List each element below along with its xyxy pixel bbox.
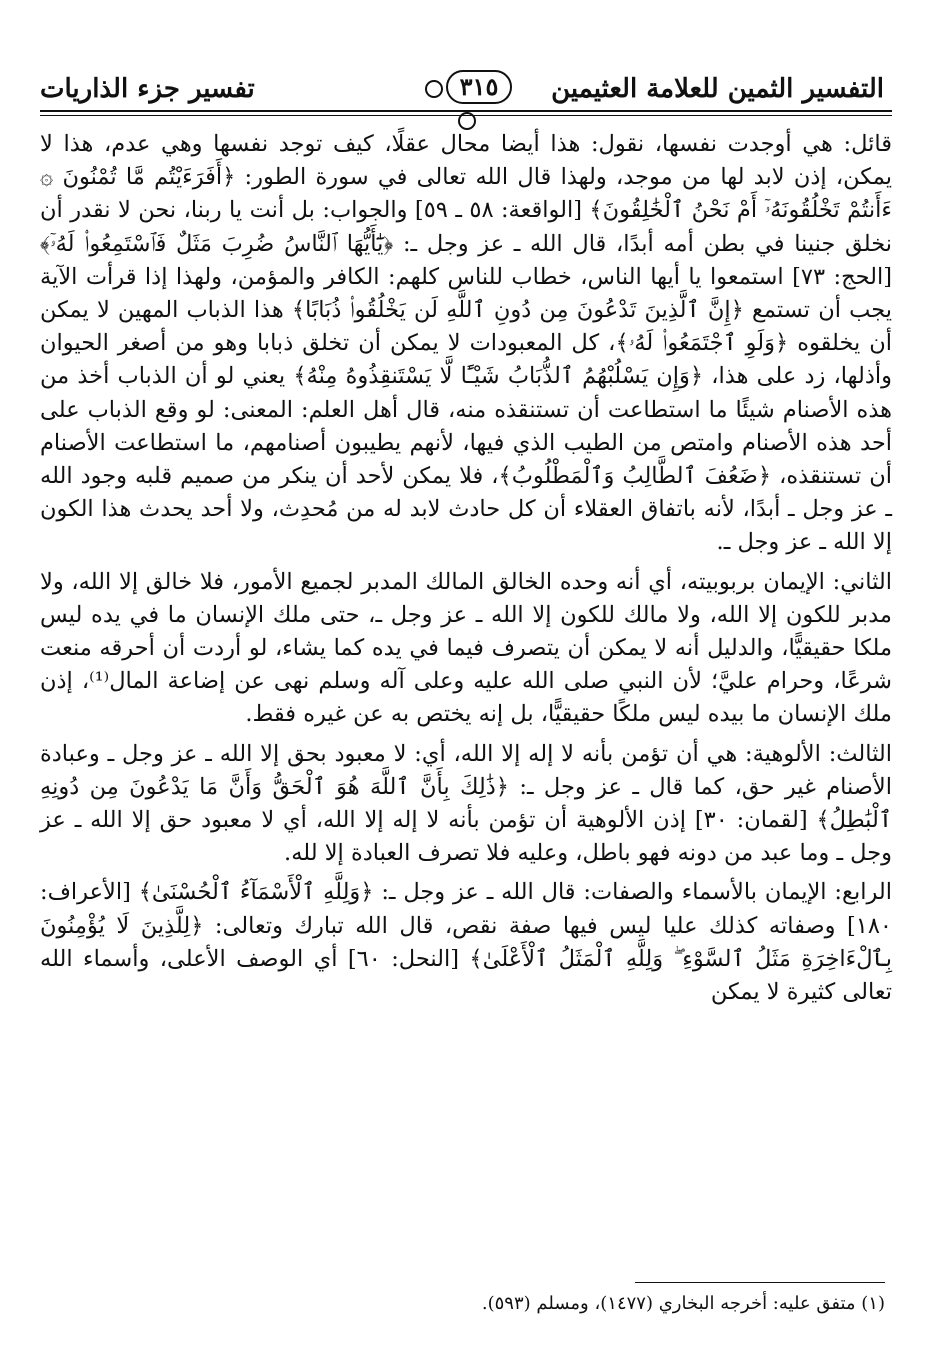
ornament-icon <box>425 80 443 98</box>
footnote-rule <box>635 1282 885 1283</box>
paragraph-2: الثاني: الإيمان بربوبيته، أي أنه وحده الخالق المالك المدبر لجميع الأمور، فلا خالق إلا الله، ولا مدبر للكون إلا الله، ولا مالك للكون إلا الله ـ عز وجل ـ، حتى ملك الإنسان ما في يده ليس ملكا حقيقيًّا، والدليل أنه لا يمكن أن يتصرف فيما في يده كما يشاء، لو أردت أن أحرقه منعت شرعًا، وحرام عليَّ؛ لأن النبي صلى الله عليه وعلى آله وسلم نهى عن إضاعة المال⁽¹⁾، إذن ملك الإنسان ما بيده ليس ملكًا حقيقيًّا، بل إنه يختص به عن غيره فقط. <box>40 568 893 728</box>
page-header <box>40 62 892 120</box>
body-text <box>40 128 892 1009</box>
page-number: ٣١٥ <box>446 70 513 104</box>
paragraph-4: الرابع: الإيمان بالأسماء والصفات: قال الله ـ عز وجل ـ: ﴿وَلِلَّهِ ٱلْأَسْمَآءُ ٱلْحُسْنَىٰ﴾ [الأعراف: ١٨٠] وصفاته كذلك عليا ليس فيها صفة نقص، قال الله تبارك وتعالى: ﴿لِلَّذِينَ لَا يُؤْمِنُونَ بِٱلْءَاخِرَةِ مَثَلُ ٱلسَّوْءِ ۖ وَلِلَّهِ ٱلْمَثَلُ ٱلْأَعْلَىٰ﴾ [النحل: ٦٠] أي الوصف الأعلى، وأسماء الله تعالى كثيرة لا يمكن <box>40 879 892 1006</box>
paragraph-1: قائل: هي أوجدت نفسها، نقول: هذا أيضا محال عقلًا، كيف توجد نفسها وهي عدم، هذا لا يمكن، إذن لابد لها من موجد، ولهذا قال الله تعالى في سورة الطور: ﴿أَفَرَءَيْتُم مَّا تُمْنُونَ ۞ ءَأَنتُمْ تَخْلُقُونَهُۥٓ أَمْ نَحْنُ ٱلْخَٰلِقُونَ﴾ [الواقعة: ٥٨ ـ ٥٩] والجواب: بل أنت يا ربنا، نحن لا نقدر أن نخلق جنينا في بطن أمه أبدًا، قال الله ـ عز وجل ـ: ﴿يَٰٓأَيُّهَا ٱلنَّاسُ ضُرِبَ مَثَلٌ فَٱسْتَمِعُوا۟ لَهُۥٓ﴾ [الحج: ٧٣] استمعوا يا أيها الناس، خطاب للناس كلهم: الكافر والمؤمن، ولهذا إذا قرأت الآية يجب أن تستمع ﴿إِنَّ ٱلَّذِينَ تَدْعُونَ مِن دُونِ ٱللَّهِ لَن يَخْلُقُوا۟ ذُبَابًا﴾ هذا الذباب المهين لا يمكن أن يخلقوه ﴿وَلَوِ ٱجْتَمَعُوا۟ لَهُۥ﴾، كل المعبودات لا يمكن أن تخلق ذبابا وهو من أصغر الحيوان وأذلها، زد على هذا، ﴿وَإِن يَسْلُبْهُمُ ٱلذُّبَابُ شَيْـًٔا لَّا يَسْتَنقِذُوهُ مِنْهُ﴾ يعني لو أن الذباب أخذ من هذه الأصنام شيئًا ما استطاعت أن تستنقذه منه، قال أهل العلم: المعنى: لو وقع الذباب على أحد هذه الأصنام وامتص من الطيب الذي فيها، لأنهم يطيبون أصنامهم، ما استطاعت الأصنام أن تستنقذه، ﴿ضَعُفَ ٱلطَّالِبُ وَٱلْمَطْلُوبُ﴾، فلا يمكن لأحد أن ينكر من صميم قلبه وجود الله ـ عز وجل ـ أبدًا، لأنه باتفاق العقلاء أن كل حادث لابد له من مُحدِث، ولا أحد يحدث هذا الكون إلا الله ـ عز وجل ـ. <box>40 131 893 556</box>
footnote: (١) متفق عليه: أخرجه البخاري (١٤٧٧)، ومسلم (٥٩٣). <box>481 1293 885 1314</box>
header-book-title: التفسير الثمين للعلامة العثيمين <box>551 74 884 104</box>
header-rule <box>40 110 892 112</box>
page <box>40 62 892 1009</box>
header-rule-thin <box>40 115 892 116</box>
paragraph-3: الثالث: الألوهية: هي أن تؤمن بأنه لا إله إلا الله، أي: لا معبود بحق إلا الله ـ عز وجل ـ وعبادة الأصنام غير حق، كما قال ـ عز وجل ـ: ﴿ذَٰلِكَ بِأَنَّ ٱللَّهَ هُوَ ٱلْحَقُّ وَأَنَّ مَا يَدْعُونَ مِن دُونِهِ ٱلْبَٰطِلُ﴾ [لقمان: ٣٠] إذن الألوهية أن تؤمن بأنه لا إله إلا الله، أي لا معبود حق إلا الله ـ عز وجل ـ وما عبد من دونه فهو باطل، وعليه فلا تصرف العبادة إلا لله. <box>40 740 892 867</box>
header-section-title: تفسير جزء الذاريات <box>40 74 255 104</box>
page-number-badge <box>412 70 522 104</box>
